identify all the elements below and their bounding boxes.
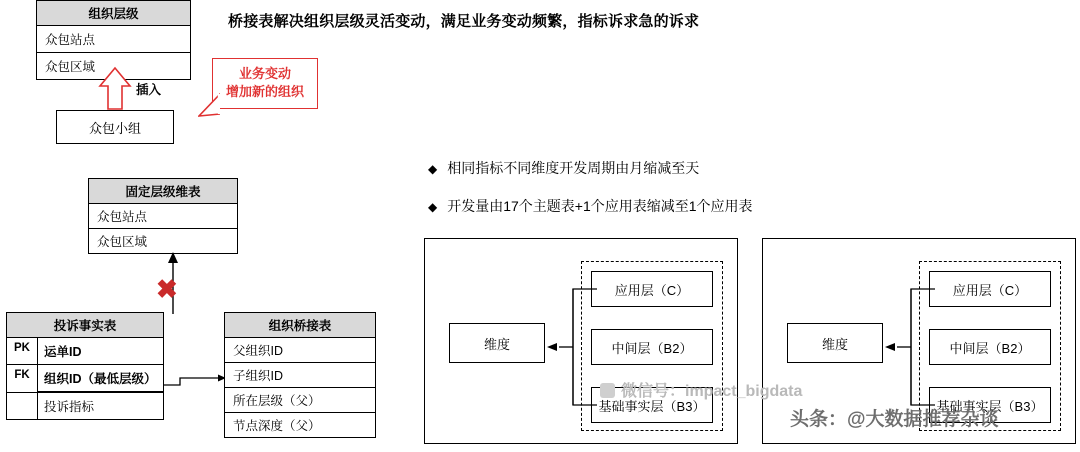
blocked-relation-icon: ✖	[156, 274, 178, 304]
page-title: 桥接表解决组织层级灵活变动，满足业务变动频繁，指标诉求急的诉求	[228, 13, 700, 30]
table-row	[7, 365, 163, 393]
fact-row-key	[7, 393, 38, 419]
architecture-panel-left	[424, 238, 738, 444]
callout-tail-icon	[198, 92, 220, 118]
table-row	[7, 338, 163, 365]
layer-box-middle: 中间层（B2）	[591, 329, 713, 365]
fact-to-bridge-connector	[164, 372, 226, 386]
layer-box-application: 应用层（C）	[591, 271, 713, 307]
toutiao-watermark: 头条：@大数据推荐杂谈	[790, 409, 999, 430]
bridge-row: 节点深度（父）	[233, 419, 321, 433]
org-bridge-table	[224, 312, 376, 438]
bullet-text: 开发量由17个主题表+1个应用表缩减至1个应用表	[447, 198, 753, 214]
panel-left-connector	[543, 265, 599, 411]
complaint-fact-table	[6, 312, 164, 420]
business-change-callout	[212, 58, 318, 109]
crowd-group-box: 众包小组	[56, 110, 174, 144]
diamond-bullet-icon: ◆	[428, 200, 438, 214]
bridge-row: 所在层级（父）	[225, 388, 375, 413]
callout-line-2: 增加新的组织	[225, 83, 304, 99]
org-hierarchy-row: 众包站点	[37, 26, 190, 53]
bullet-item	[428, 158, 699, 178]
callout-line-1: 业务变动	[238, 66, 291, 81]
wechat-icon	[600, 383, 615, 398]
org-hierarchy-row: 众包区域	[45, 60, 96, 74]
dimension-box: 维度	[449, 323, 545, 363]
fixed-dim-title: 固定层级维表	[89, 179, 237, 204]
fixed-dim-row: 众包站点	[89, 204, 237, 229]
wechat-watermark-text: 微信号：impact_bigdata	[621, 383, 803, 400]
bridge-row: 父组织ID	[225, 338, 375, 363]
panel-right-connector	[881, 265, 937, 411]
layer-box-base-fact: 基础事实层（B3）	[929, 387, 1051, 423]
layer-box-middle: 中间层（B2）	[929, 329, 1051, 365]
bridge-table-title: 组织桥接表	[225, 313, 375, 338]
diamond-bullet-icon: ◆	[428, 162, 438, 176]
fact-row-value: 运单ID	[44, 345, 82, 359]
insert-arrow-icon	[98, 66, 132, 110]
layer-box-base-fact: 基础事实层（B3）	[591, 387, 713, 423]
fixed-level-dim-table	[88, 178, 238, 254]
fact-row-key: PK	[7, 338, 38, 364]
bullet-item	[428, 196, 753, 216]
fact-row-value: 投诉指标	[44, 400, 95, 414]
table-row	[7, 393, 163, 419]
fact-table-title: 投诉事实表	[7, 313, 163, 338]
wechat-watermark	[600, 378, 802, 401]
bullet-text: 相同指标不同维度开发周期由月缩减至天	[447, 160, 700, 176]
fact-row-key: FK	[7, 365, 38, 392]
insert-label: 插入	[136, 83, 162, 97]
fact-row-value: 组织ID（最低层级）	[38, 365, 163, 392]
layer-box-application: 应用层（C）	[929, 271, 1051, 307]
bridge-row: 子组织ID	[225, 363, 375, 388]
org-hierarchy-title: 组织层级	[37, 1, 190, 26]
fixed-dim-row: 众包区域	[97, 235, 148, 249]
dimension-box: 维度	[787, 323, 883, 363]
